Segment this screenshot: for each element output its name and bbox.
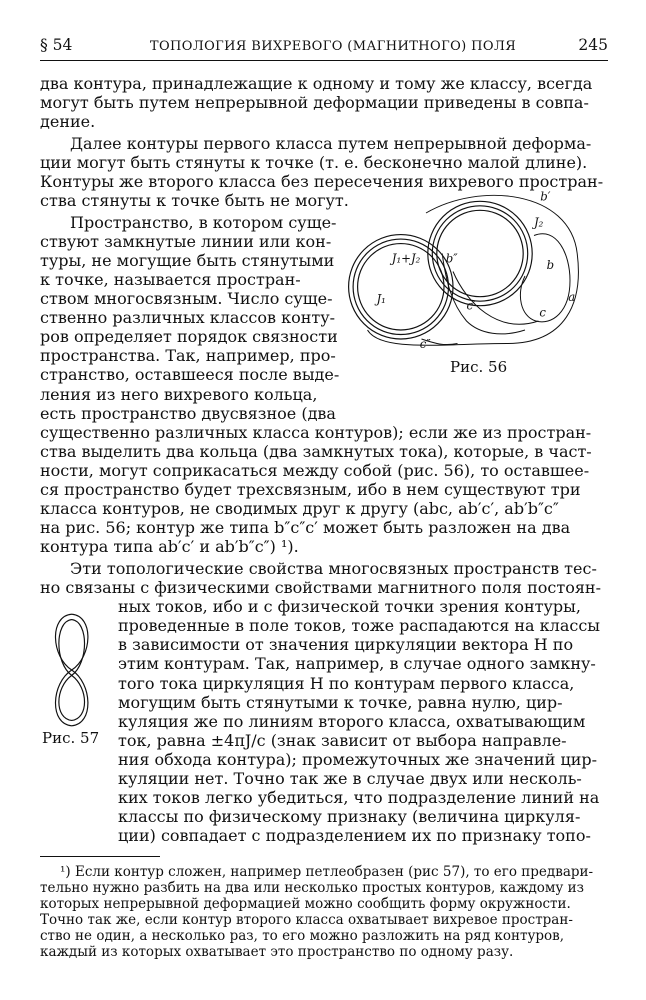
- text-line: того тока циркуляция H по контурам первого класса,: [118, 673, 575, 693]
- text-line: но связаны с физическими свойствами магнитного поля постоян-: [40, 578, 601, 598]
- label-j1-plus-j2: J₁+J₂: [391, 251, 421, 266]
- footnote-line: ство не один, а несколько раз, то его можно разложить на ряд контуров,: [40, 927, 565, 944]
- footnote-line: Точно так же, если контур второго класса охватывает вихревое простран-: [40, 911, 573, 928]
- footnote-line: тельно нужно разбить на два или несколько простых контуров, каждому из: [40, 879, 585, 896]
- text-line: ством многосвязным. Число суще-: [40, 289, 333, 309]
- label-b: b: [546, 257, 555, 272]
- text-line: дение.: [40, 111, 96, 131]
- text-line: ства стянуты к точке быть не могут.: [40, 190, 349, 210]
- page-number: 245: [578, 36, 608, 54]
- text-line: странство, оставшееся после выде-: [40, 365, 340, 385]
- text-line: куляция же по линиям второго класса, охватывающим: [118, 711, 586, 731]
- text-line: контура типа ab′c′ и ab′b″c″) ¹).: [40, 537, 299, 557]
- text-line: Далее контуры первого класса путем непрерывной деформа-: [70, 133, 592, 153]
- text-line: ных токов, ибо и с физической точки зрения контуры,: [118, 597, 581, 617]
- text-line: ления из него вихревого кольца,: [40, 384, 318, 404]
- footnote-line: каждый из которых охватывает это пространство по одному разу.: [40, 943, 514, 960]
- text-line: могут быть путем непрерывной деформации приведены в совпа-: [40, 92, 589, 112]
- text-line: классы по физическому признаку (величина циркуля-: [118, 807, 581, 827]
- figure-57: [42, 607, 101, 733]
- text-line: ства выделить два кольца (два замкнутых тока), которые, в част-: [40, 441, 592, 461]
- label-b-dprime: b″: [445, 251, 458, 266]
- text-line: ров определяет порядок связности: [40, 327, 338, 347]
- text-line: ции могут быть стянуты к точке (т. е. бесконечно малой длине).: [40, 152, 588, 172]
- text-line: могущим быть стянутыми к точке, равна нулю, цир-: [118, 692, 563, 712]
- text-line: в зависимости от значения циркуляции вектора H по: [118, 635, 574, 655]
- label-j1: J₁: [376, 291, 386, 306]
- header-rule: [40, 60, 608, 61]
- label-j2: J₂: [534, 215, 544, 230]
- text-line: Пространство, в котором суще-: [70, 212, 337, 232]
- running-title: ТОПОЛОГИЯ ВИХРЕВОГО (МАГНИТНОГО) ПОЛЯ: [149, 39, 517, 54]
- text-line: есть пространство двусвязное (два: [40, 403, 336, 423]
- text-line: этим контурам. Так, например, в случае одного замкну-: [118, 654, 596, 674]
- text-line: ких токов легко убедиться, что подразделение линий на: [118, 788, 600, 808]
- text-line: ности, могут соприкасаться между собой (рис. 56), то оставшее-: [40, 460, 590, 480]
- figure-57-caption: Рис. 57: [42, 729, 100, 748]
- label-a: a: [568, 290, 576, 305]
- text-line: ния обхода контура); промежуточных же значений цир-: [118, 749, 598, 769]
- text-line: класса контуров, не сводимых друг к другу (abc, ab′c′, ab′b″c″: [40, 499, 559, 519]
- label-c-dprime: c″: [419, 336, 431, 351]
- text-line: на рис. 56; контур же типа b″c″c′ может быть разложен на два: [40, 518, 571, 538]
- footnote-line: которых непрерывной деформацией можно сообщить форму окружности.: [40, 895, 571, 912]
- label-b-prime: b′: [540, 189, 551, 204]
- footnote-rule: [40, 856, 160, 857]
- text-line: ственно различных классов конту-: [40, 308, 336, 328]
- text-line: существенно различных класса контуров); если же из простран-: [40, 422, 592, 442]
- text-line: к точке, называется простран-: [40, 269, 301, 289]
- figure-56-caption: Рис. 56: [450, 357, 508, 376]
- label-c-prime: c′: [466, 298, 476, 313]
- section-number: § 54: [40, 36, 73, 54]
- label-c: c: [539, 305, 546, 320]
- text-line: ток, равна ±4πJ/c (знак зависит от выбора направле-: [118, 730, 567, 750]
- footnote-line: ¹) Если контур сложен, например петлеобразен (рис 57), то его предвари-: [60, 863, 594, 880]
- text-line: пространства. Так, например, про-: [40, 346, 336, 366]
- text-line: проведенные в поле токов, тоже распадаются на классы: [118, 616, 601, 636]
- text-line: два контура, принадлежащие к одному и тому же классу, всегда: [40, 73, 593, 93]
- text-line: туры, не могущие быть стянутыми: [40, 250, 335, 270]
- text-line: Эти топологические свойства многосвязных пространств тес-: [70, 558, 597, 578]
- text-line: ции) совпадает с подразделением их по признаку топо-: [118, 826, 591, 846]
- text-line: ствуют замкнутые линии или кон-: [40, 231, 332, 251]
- text-line: ся пространство будет трехсвязным, ибо в нем существуют три: [40, 479, 581, 499]
- text-line: Контуры же второго класса без пересечения вихревого простран-: [40, 171, 604, 191]
- figure-56: [345, 186, 584, 362]
- text-line: куляции нет. Точно так же в случае двух или несколь-: [118, 769, 582, 789]
